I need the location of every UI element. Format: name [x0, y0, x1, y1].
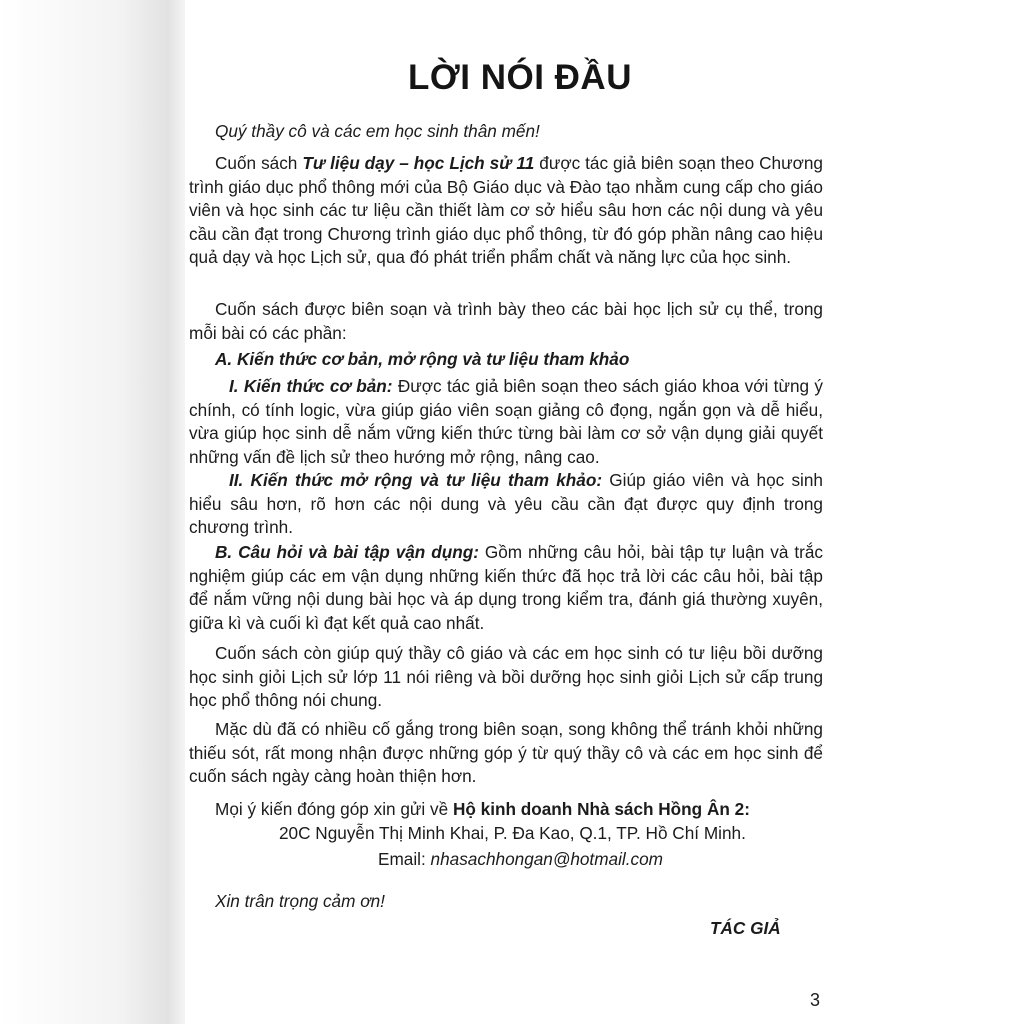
feedback-pre: Mọi ý kiến đóng góp xin gửi về — [215, 799, 453, 819]
page-title: LỜI NÓI ĐẦU — [408, 58, 632, 97]
feedback-address: 20C Nguyễn Thị Minh Khai, P. Đa Kao, Q.1, TP. Hồ Chí Minh. — [279, 823, 746, 843]
intro-pre: Cuốn sách — [215, 153, 303, 173]
apology-paragraph: Mặc dù đã có nhiều cố gắng trong biên soạn, song không thể tránh khỏi những thiếu sót, rất mong nhận được những góp ý từ quý thầy cô và các em học sinh để cuốn sách ngày càng hoàn thiện hơn. — [189, 719, 823, 786]
section-a2-paragraph — [189, 469, 823, 540]
structure-intro: Cuốn sách được biên soạn và trình bày theo các bài học lịch sử cụ thể, trong mỗi bài có các phần: — [189, 299, 823, 343]
section-b-paragraph — [189, 541, 823, 635]
book-gutter-shadow — [0, 0, 185, 1024]
section-b-label: B. Câu hỏi và bài tập vận dụng: — [215, 542, 479, 562]
page-number: 3 — [810, 990, 821, 1010]
email-address: nhasachhongan@hotmail.com — [430, 849, 663, 869]
feedback-email-line — [378, 848, 818, 872]
extra-use-paragraph: Cuốn sách còn giúp quý thầy cô giáo và các em học sinh có tư liệu bồi dưỡng học sinh giỏi Lịch sử lớp 11 nói riêng và bồi dưỡng học sinh giỏi Lịch sử cấp trung học phổ thông nói chung. — [189, 643, 823, 710]
section-a1-text: Được tác giả biên soạn theo sách giáo khoa với từng ý chính, có tính logic, vừa giúp giáo viên soạn giảng cô đọng, ngắn gọn và dễ hiểu, vừa giúp học sinh dễ nắm vững kiến thức từng bài làm cơ sở vận dụng giải quyết những vấn đề lịch sử theo hướng mở rộng, nâng cao. — [189, 376, 823, 467]
section-a1-paragraph — [189, 375, 823, 469]
section-a1-label: I. Kiến thức cơ bản: — [229, 376, 393, 396]
thanks-line: Xin trân trọng cảm ơn! — [215, 891, 385, 911]
intro-post: được tác giả biên soạn theo Chương trình giáo dục phổ thông mới của Bộ Giáo dục và Đào tạo nhằm cung cấp cho giáo viên và học sinh các tư liệu cần thiết làm cơ sở hiểu sâu hơn các nội dung và yêu cầu cần đạt trong Chương trình giáo dục phổ thông, từ đó góp phần nâng cao hiệu quả dạy và học Lịch sử, qua đó phát triển phẩm chất và năng lực của học sinh. — [189, 153, 823, 267]
email-label: Email: — [378, 849, 431, 869]
feedback-line — [189, 798, 823, 822]
author-signature: TÁC GIẢ — [710, 918, 781, 938]
book-title: Tư liệu dạy – học Lịch sử 11 — [302, 153, 535, 173]
feedback-org: Hộ kinh doanh Nhà sách Hồng Ân 2: — [452, 799, 750, 819]
section-b-text: Gồm những câu hỏi, bài tập tự luận và trắc nghiệm giúp các em vận dụng những kiến thức đã học trả lời các câu hỏi, bài tập để nắm vững nội dung bài học và áp dụng trong kiểm tra, đánh giá thường xuyên, giữa kì và cuối kì đạt kết quả cao nhất. — [189, 542, 823, 633]
section-a-heading: A. Kiến thức cơ bản, mở rộng và tư liệu tham khảo — [215, 349, 630, 369]
intro-paragraph — [189, 152, 823, 270]
section-a2-label: II. Kiến thức mở rộng và tư liệu tham khảo: — [229, 470, 603, 490]
section-a2-text: Giúp giáo viên và học sinh hiểu sâu hơn, rõ hơn các nội dung và yêu cầu cần đạt được quy định trong chương trình. — [189, 470, 823, 537]
greeting: Quý thầy cô và các em học sinh thân mến! — [215, 121, 540, 141]
